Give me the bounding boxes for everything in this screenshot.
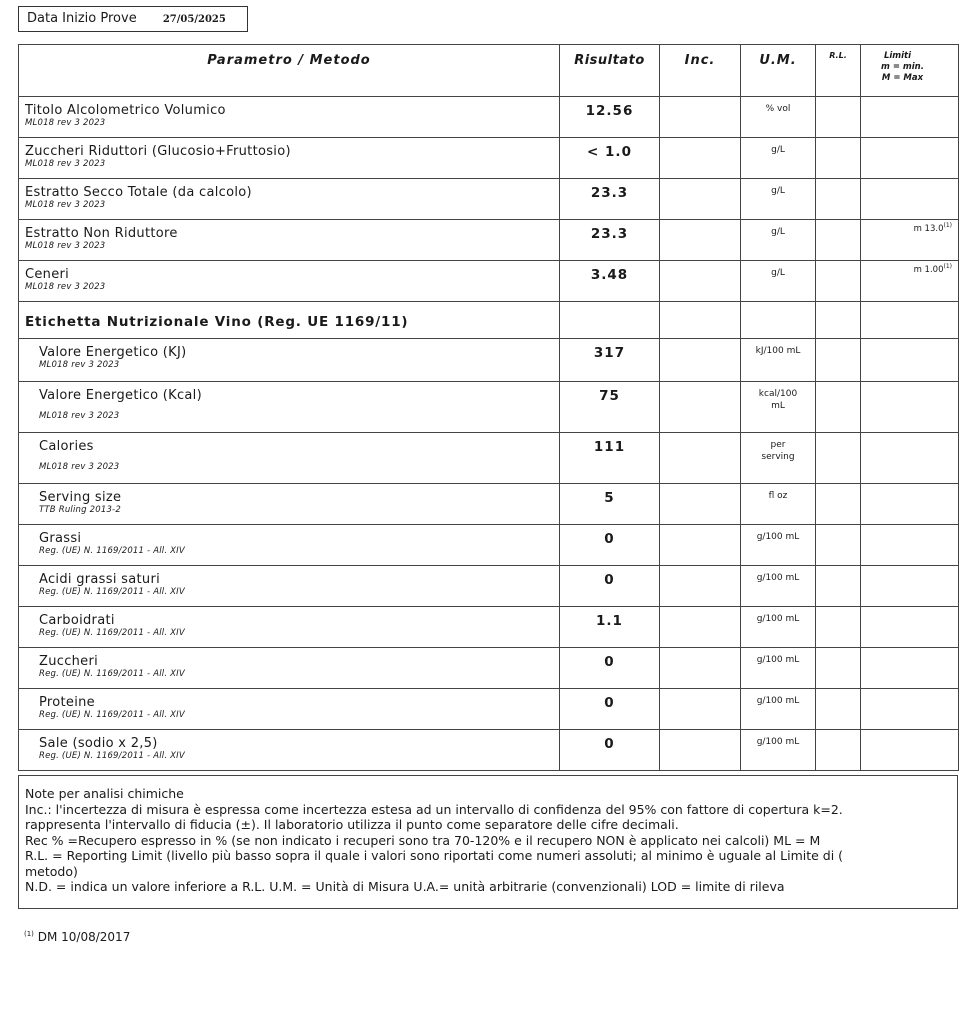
rl-cell bbox=[816, 484, 861, 525]
result-cell: 75 bbox=[560, 382, 660, 433]
param-method: ML018 rev 3 2023 bbox=[39, 411, 120, 421]
rl-cell bbox=[816, 261, 861, 302]
nutrition-row bbox=[19, 382, 959, 433]
param-method: ML018 rev 3 2023 bbox=[25, 200, 106, 210]
header-param: Parametro / Metodo bbox=[19, 45, 560, 97]
section-title: Etichetta Nutrizionale Vino (Reg. UE 1169/11) bbox=[19, 302, 560, 339]
result-cell: 23.3 bbox=[560, 179, 660, 220]
limit-cell bbox=[861, 302, 959, 339]
param-cell bbox=[19, 179, 560, 220]
um-line: per bbox=[770, 440, 786, 450]
um-line: serving bbox=[761, 452, 795, 462]
rl-cell bbox=[816, 607, 861, 648]
inc-cell bbox=[660, 607, 741, 648]
param-cell bbox=[19, 566, 560, 607]
header-rl: R.L. bbox=[816, 45, 861, 97]
result-cell: 3.48 bbox=[560, 261, 660, 302]
notes-line: metodo) bbox=[25, 863, 78, 879]
rl-cell bbox=[816, 179, 861, 220]
um-cell bbox=[741, 566, 816, 607]
notes-line: rappresenta l'intervallo di fiducia (±). Il laboratorio utilizza il punto come separatore delle cifre decimali. bbox=[25, 817, 679, 832]
limit-cell bbox=[861, 484, 959, 525]
param-method: ML018 rev 3 2023 bbox=[39, 462, 120, 472]
um-cell bbox=[741, 607, 816, 648]
nutrition-row bbox=[19, 433, 959, 484]
table-row bbox=[19, 220, 959, 261]
param-method: ML018 rev 3 2023 bbox=[39, 360, 120, 370]
rl-cell bbox=[816, 730, 861, 771]
param-method: ML018 rev 3 2023 bbox=[25, 118, 106, 128]
param-cell bbox=[19, 484, 560, 525]
um-cell bbox=[741, 648, 816, 689]
rl-cell bbox=[816, 138, 861, 179]
inc-cell bbox=[660, 648, 741, 689]
um-cell bbox=[741, 689, 816, 730]
limit-cell bbox=[861, 433, 959, 484]
param-method: Reg. (UE) N. 1169/2011 - All. XIV bbox=[39, 669, 185, 679]
inc-cell bbox=[660, 433, 741, 484]
date-label: Data Inizio Prove bbox=[27, 11, 137, 26]
param-name: Valore Energetico (Kcal) bbox=[39, 388, 202, 403]
nutrition-row bbox=[19, 339, 959, 382]
section-row bbox=[19, 302, 959, 339]
param-method: ML018 rev 3 2023 bbox=[25, 282, 106, 292]
nutrition-row bbox=[19, 648, 959, 689]
table-row bbox=[19, 138, 959, 179]
param-cell bbox=[19, 339, 560, 382]
param-cell bbox=[19, 607, 560, 648]
limit-cell bbox=[861, 97, 959, 138]
param-name: Calories bbox=[39, 439, 94, 454]
param-cell bbox=[19, 220, 560, 261]
param-name: Grassi bbox=[39, 531, 82, 546]
param-cell bbox=[19, 382, 560, 433]
result-cell: 0 bbox=[560, 648, 660, 689]
um-cell bbox=[741, 525, 816, 566]
date-value: 27/05/2025 bbox=[162, 14, 226, 25]
limit-cell bbox=[861, 730, 959, 771]
inc-cell bbox=[660, 689, 741, 730]
param-method: TTB Ruling 2013-2 bbox=[39, 505, 121, 515]
param-cell bbox=[19, 648, 560, 689]
rl-cell bbox=[816, 220, 861, 261]
um-cell bbox=[741, 730, 816, 771]
limit-cell bbox=[861, 607, 959, 648]
rl-cell bbox=[816, 433, 861, 484]
limit-value: m 1.00 bbox=[913, 264, 944, 275]
inc-cell bbox=[660, 179, 741, 220]
nutrition-row bbox=[19, 730, 959, 771]
param-name: Zuccheri Riduttori (Glucosio+Fruttosio) bbox=[25, 144, 291, 159]
param-name: Proteine bbox=[39, 695, 95, 710]
param-name: Acidi grassi saturi bbox=[39, 572, 161, 587]
inc-cell bbox=[660, 261, 741, 302]
result-cell: 0 bbox=[560, 730, 660, 771]
table-row bbox=[19, 179, 959, 220]
um-line: fl oz bbox=[768, 491, 788, 501]
nutrition-row bbox=[19, 484, 959, 525]
um-cell bbox=[741, 382, 816, 433]
param-cell bbox=[19, 689, 560, 730]
param-name: Serving size bbox=[39, 490, 122, 505]
header-result: Risultato bbox=[560, 45, 660, 97]
inc-cell bbox=[660, 484, 741, 525]
um-line: kcal/100 bbox=[758, 389, 798, 399]
footnote bbox=[24, 930, 130, 944]
nutrition-row bbox=[19, 689, 959, 730]
param-method: ML018 rev 3 2023 bbox=[25, 159, 106, 169]
inc-cell bbox=[660, 220, 741, 261]
header-inc: Inc. bbox=[660, 45, 741, 97]
notes-line: R.L. = Reporting Limit (livello più basso sopra il quale i valori sono riportati come numeri assoluti; al minimo è uguale al Limite di ( bbox=[25, 848, 844, 863]
param-method: Reg. (UE) N. 1169/2011 - All. XIV bbox=[39, 710, 185, 720]
um-line: kJ/100 mL bbox=[755, 346, 801, 356]
limit-cell bbox=[861, 261, 959, 302]
param-name: Estratto Secco Totale (da calcolo) bbox=[25, 185, 252, 200]
table-row bbox=[19, 261, 959, 302]
result-cell: 5 bbox=[560, 484, 660, 525]
limit-cell bbox=[861, 339, 959, 382]
rl-cell bbox=[816, 339, 861, 382]
inc-cell bbox=[660, 566, 741, 607]
param-name: Zuccheri bbox=[39, 654, 99, 669]
um-line: g/100 mL bbox=[756, 532, 800, 542]
result-cell: < 1.0 bbox=[560, 138, 660, 179]
result-cell bbox=[560, 302, 660, 339]
footnote-text: DM 10/08/2017 bbox=[37, 930, 131, 944]
chemical-analysis-notes bbox=[18, 775, 958, 909]
notes-title: Note per analisi chimiche bbox=[25, 786, 184, 801]
limit-cell bbox=[861, 525, 959, 566]
param-name: Titolo Alcolometrico Volumico bbox=[25, 103, 226, 118]
rl-cell bbox=[816, 689, 861, 730]
limit-cell bbox=[861, 138, 959, 179]
nutrition-row bbox=[19, 566, 959, 607]
notes-line: Inc.: l'incertezza di misura è espressa come incertezza estesa ad un intervallo di confidenza del 95% con fattore di copertura k=2. bbox=[25, 801, 843, 817]
limit-ref: (1) bbox=[943, 222, 952, 229]
limit-cell bbox=[861, 382, 959, 433]
inc-cell bbox=[660, 138, 741, 179]
um-cell: g/L bbox=[741, 261, 816, 302]
limit-ref: (1) bbox=[943, 263, 952, 270]
inc-cell bbox=[660, 97, 741, 138]
um-cell: g/L bbox=[741, 138, 816, 179]
rl-cell bbox=[816, 566, 861, 607]
um-cell bbox=[741, 484, 816, 525]
limit-cell bbox=[861, 689, 959, 730]
notes-line: N.D. = indica un valore inferiore a R.L. U.M. = Unità di Misura U.A.= unità arbitrarie (convenzionali) LOD = limite di rileva bbox=[25, 879, 785, 894]
limit-cell bbox=[861, 566, 959, 607]
rl-cell bbox=[816, 525, 861, 566]
result-cell: 111 bbox=[560, 433, 660, 484]
footnote-ref: (1) bbox=[24, 930, 34, 938]
limit-cell bbox=[861, 179, 959, 220]
param-cell bbox=[19, 97, 560, 138]
um-cell bbox=[741, 433, 816, 484]
param-method: Reg. (UE) N. 1169/2011 - All. XIV bbox=[39, 546, 185, 556]
notes-line: Rec % =Recupero espresso in % (se non indicato i recuperi sono tra 70-120% e il recupero NON è applicato nei calcoli) ML = M bbox=[25, 832, 821, 848]
um-line: g/100 mL bbox=[756, 573, 800, 583]
um-cell: g/L bbox=[741, 220, 816, 261]
param-cell bbox=[19, 433, 560, 484]
param-method: Reg. (UE) N. 1169/2011 - All. XIV bbox=[39, 751, 185, 761]
um-line: g/100 mL bbox=[756, 614, 800, 624]
results-table bbox=[18, 44, 959, 771]
table-row bbox=[19, 97, 959, 138]
param-cell bbox=[19, 730, 560, 771]
rl-cell bbox=[816, 97, 861, 138]
result-cell: 317 bbox=[560, 339, 660, 382]
inc-cell bbox=[660, 339, 741, 382]
rl-cell bbox=[816, 382, 861, 433]
inc-cell bbox=[660, 382, 741, 433]
result-cell: 0 bbox=[560, 525, 660, 566]
result-cell: 0 bbox=[560, 689, 660, 730]
rl-cell bbox=[816, 648, 861, 689]
rl-cell bbox=[816, 302, 861, 339]
result-cell: 12.56 bbox=[560, 97, 660, 138]
um-line: g/100 mL bbox=[756, 655, 800, 665]
param-method: ML018 rev 3 2023 bbox=[25, 241, 106, 251]
param-name: Sale (sodio x 2,5) bbox=[39, 736, 158, 751]
result-cell: 1.1 bbox=[560, 607, 660, 648]
um-cell bbox=[741, 302, 816, 339]
inc-cell bbox=[660, 730, 741, 771]
result-cell: 23.3 bbox=[560, 220, 660, 261]
inc-cell bbox=[660, 302, 741, 339]
um-cell bbox=[741, 339, 816, 382]
header-um: U.M. bbox=[741, 45, 816, 97]
param-cell bbox=[19, 261, 560, 302]
um-cell: % vol bbox=[741, 97, 816, 138]
nutrition-row bbox=[19, 607, 959, 648]
table-header-row bbox=[19, 45, 959, 97]
result-cell: 0 bbox=[560, 566, 660, 607]
param-name: Ceneri bbox=[25, 267, 70, 282]
param-name: Carboidrati bbox=[39, 613, 115, 628]
param-method: Reg. (UE) N. 1169/2011 - All. XIV bbox=[39, 587, 185, 597]
limit-value: m 13.0 bbox=[913, 223, 944, 234]
param-name: Estratto Non Riduttore bbox=[25, 226, 178, 241]
param-cell bbox=[19, 525, 560, 566]
um-line: g/100 mL bbox=[756, 696, 800, 706]
test-start-date-box bbox=[18, 6, 248, 32]
param-cell bbox=[19, 138, 560, 179]
header-limits: Limiti m = min. M = Max bbox=[861, 45, 959, 97]
param-method: Reg. (UE) N. 1169/2011 - All. XIV bbox=[39, 628, 185, 638]
um-cell: g/L bbox=[741, 179, 816, 220]
um-line: mL bbox=[771, 401, 785, 411]
um-line: g/100 mL bbox=[756, 737, 800, 747]
inc-cell bbox=[660, 525, 741, 566]
param-name: Valore Energetico (KJ) bbox=[39, 345, 187, 360]
nutrition-row bbox=[19, 525, 959, 566]
limit-cell bbox=[861, 648, 959, 689]
limit-cell bbox=[861, 220, 959, 261]
